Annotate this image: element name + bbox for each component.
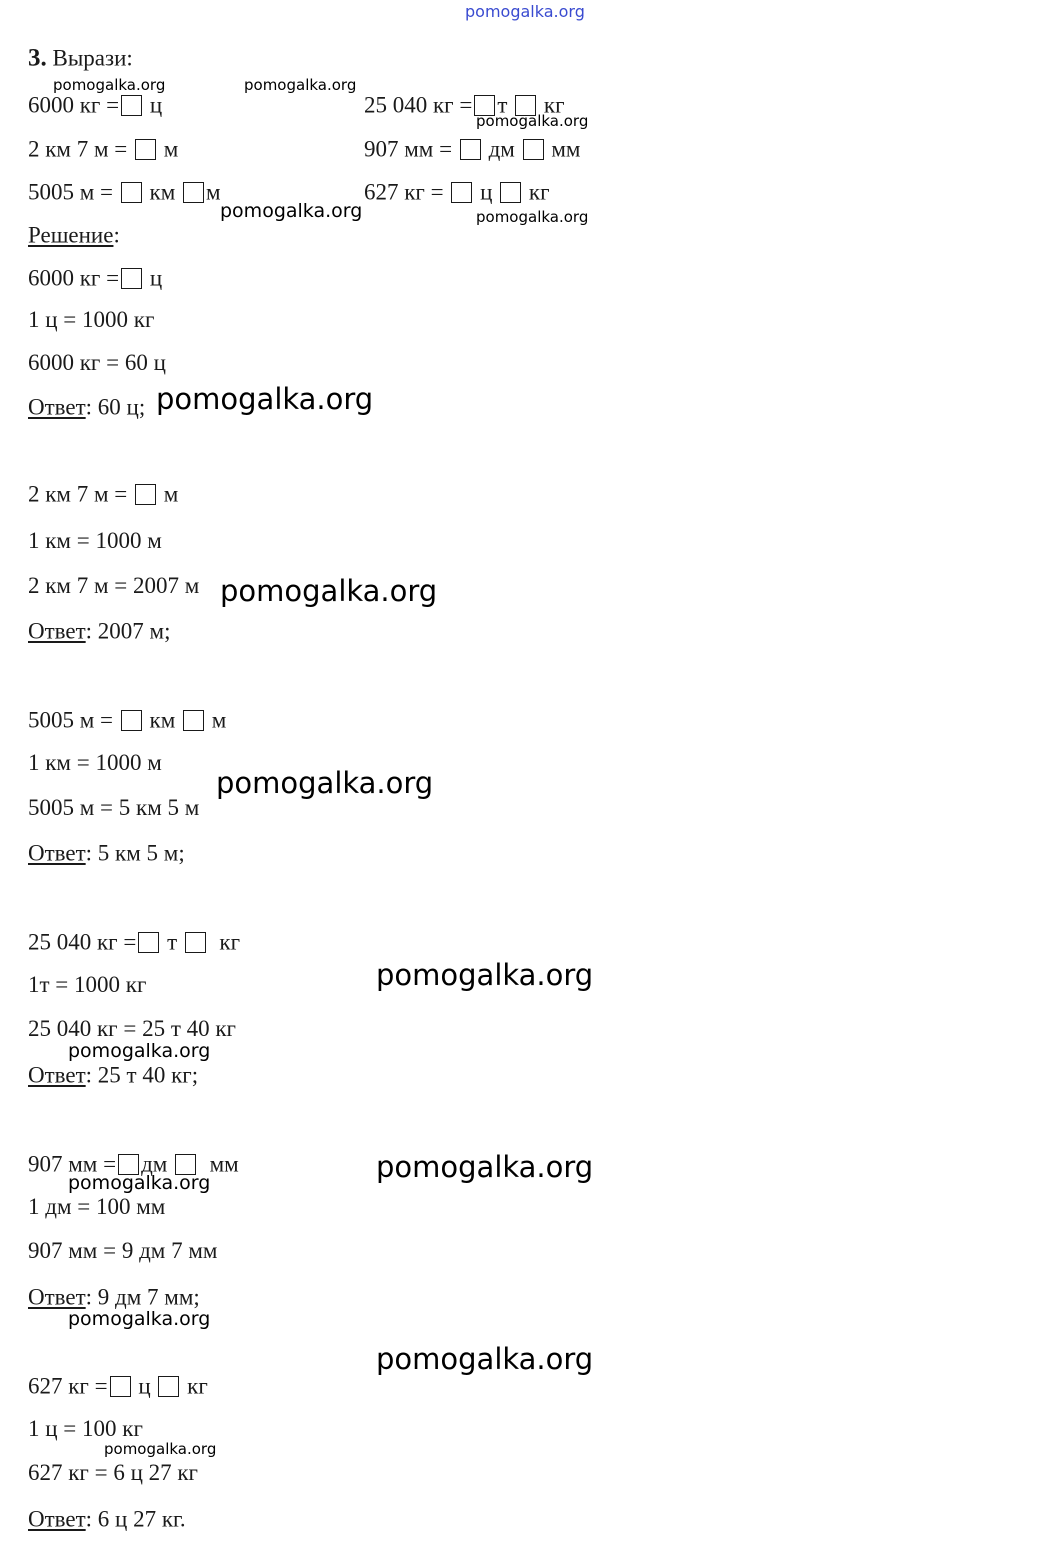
block-4-result: 25 040 кг = 25 т 40 кг bbox=[28, 1016, 236, 1041]
block-5-rule: 1 дм = 100 мм bbox=[28, 1194, 166, 1219]
watermark: pomogalka.org bbox=[68, 1172, 211, 1194]
answer-box bbox=[135, 139, 156, 160]
unit-label: дм bbox=[141, 1151, 168, 1177]
watermark: pomogalka.org bbox=[476, 112, 589, 130]
unit-label: м bbox=[206, 179, 221, 205]
answer-box bbox=[121, 710, 142, 731]
unit-label: ц bbox=[149, 92, 163, 118]
task-907mm bbox=[364, 135, 580, 163]
answer-value: : 6 ц 27 кг. bbox=[85, 1506, 186, 1532]
solution-heading bbox=[28, 221, 120, 249]
exercise-heading bbox=[28, 44, 133, 72]
answer-box bbox=[523, 139, 544, 160]
unit-label: ц bbox=[149, 265, 163, 291]
watermark: pomogalka.org bbox=[220, 200, 363, 222]
unit-label: кг bbox=[528, 179, 550, 205]
unit-label: км bbox=[149, 179, 176, 205]
unit-label: дм bbox=[488, 136, 515, 162]
unit-label: кг bbox=[187, 1373, 208, 1399]
watermark: pomogalka.org bbox=[156, 382, 374, 416]
watermark: pomogalka.org bbox=[376, 1342, 594, 1376]
unit-label: м bbox=[163, 481, 179, 507]
block-2-result: 2 км 7 м = 2007 м bbox=[28, 573, 200, 598]
exercise-title: Вырази: bbox=[52, 45, 133, 71]
answer-box bbox=[121, 95, 142, 116]
block-2-rule: 1 км = 1000 м bbox=[28, 528, 162, 553]
watermark: pomogalka.org bbox=[244, 76, 357, 94]
unit-label: мм bbox=[209, 1151, 239, 1177]
unit-label: м bbox=[211, 707, 227, 733]
answer-box bbox=[183, 710, 204, 731]
answer-label: Ответ bbox=[28, 1062, 86, 1088]
watermark: pomogalka.org bbox=[376, 958, 594, 992]
block-3-answer bbox=[28, 839, 185, 867]
answer-value: : 5 км 5 м; bbox=[85, 840, 185, 866]
block-4-question bbox=[28, 928, 240, 956]
block-2-answer bbox=[28, 617, 171, 645]
answer-label: Ответ bbox=[28, 1506, 86, 1532]
block-2-question bbox=[28, 480, 178, 508]
answer-box bbox=[185, 932, 206, 953]
task-text: 5005 м = bbox=[28, 179, 114, 205]
task-text: 907 мм = bbox=[364, 136, 453, 162]
block-3-question bbox=[28, 706, 226, 734]
block-1-answer bbox=[28, 393, 145, 421]
block-4-answer bbox=[28, 1061, 198, 1089]
task-text: 627 кг = bbox=[28, 1373, 108, 1399]
watermark: pomogalka.org bbox=[376, 1150, 594, 1184]
block-1-rule: 1 ц = 1000 кг bbox=[28, 307, 155, 332]
watermark: pomogalka.org bbox=[220, 574, 438, 608]
block-5-answer bbox=[28, 1283, 200, 1311]
block-6-answer bbox=[28, 1505, 186, 1533]
watermark: pomogalka.org bbox=[68, 1040, 211, 1062]
answer-value: : 60 ц; bbox=[85, 394, 146, 420]
answer-box bbox=[183, 182, 204, 203]
task-627kg bbox=[364, 178, 550, 206]
task-text: 2 км 7 м = bbox=[28, 481, 128, 507]
unit-label: ц bbox=[480, 179, 493, 205]
task-5005m bbox=[28, 178, 221, 206]
block-3-rule: 1 км = 1000 м bbox=[28, 750, 162, 775]
answer-box bbox=[121, 268, 142, 289]
task-text: 2 км 7 м = bbox=[28, 136, 128, 162]
task-2km7m bbox=[28, 135, 178, 163]
watermark: pomogalka.org bbox=[476, 208, 589, 226]
watermark: pomogalka.org bbox=[53, 76, 166, 94]
watermark: pomogalka.org bbox=[104, 1440, 217, 1458]
unit-label: кг bbox=[219, 929, 241, 955]
unit-label: кг bbox=[543, 92, 565, 118]
block-1-question bbox=[28, 264, 162, 292]
answer-box bbox=[138, 932, 159, 953]
unit-label: мм bbox=[551, 136, 581, 162]
task-text: 907 мм = bbox=[28, 1151, 117, 1177]
watermark: pomogalka.org bbox=[68, 1308, 211, 1330]
block-6-question bbox=[28, 1372, 208, 1400]
answer-box bbox=[460, 139, 481, 160]
answer-value: : 25 т 40 кг; bbox=[85, 1062, 199, 1088]
unit-label: ц bbox=[138, 1373, 151, 1399]
block-5-result: 907 мм = 9 дм 7 мм bbox=[28, 1238, 218, 1263]
unit-label: т bbox=[167, 929, 178, 955]
answer-label: Ответ bbox=[28, 394, 86, 420]
exercise-number: 3. bbox=[28, 44, 47, 72]
answer-box bbox=[121, 182, 142, 203]
task-text: 627 кг = bbox=[364, 179, 444, 205]
watermark: pomogalka.org bbox=[216, 766, 434, 800]
block-1-result: 6000 кг = 60 ц bbox=[28, 350, 166, 375]
task-text: 6000 кг = bbox=[28, 92, 120, 118]
task-text: 25 040 кг = bbox=[28, 929, 137, 955]
solution-label: Решение bbox=[28, 222, 114, 248]
watermark: pomogalka.org bbox=[465, 2, 585, 21]
block-6-result: 627 кг = 6 ц 27 кг bbox=[28, 1460, 198, 1485]
block-6-rule: 1 ц = 100 кг bbox=[28, 1416, 143, 1441]
answer-box bbox=[451, 182, 472, 203]
unit-label: км bbox=[149, 707, 176, 733]
solution-colon: : bbox=[113, 222, 120, 248]
answer-value: : 9 дм 7 мм; bbox=[85, 1284, 200, 1310]
unit-label: м bbox=[163, 136, 179, 162]
answer-label: Ответ bbox=[28, 1284, 86, 1310]
task-text: 6000 кг = bbox=[28, 265, 120, 291]
answer-label: Ответ bbox=[28, 618, 86, 644]
answer-value: : 2007 м; bbox=[85, 618, 171, 644]
task-6000kg bbox=[28, 91, 162, 119]
block-3-result: 5005 м = 5 км 5 м bbox=[28, 795, 200, 820]
unit-label: т bbox=[497, 92, 508, 118]
task-text: 25 040 кг = bbox=[364, 92, 473, 118]
answer-box bbox=[135, 484, 156, 505]
task-text: 5005 м = bbox=[28, 707, 114, 733]
answer-box bbox=[110, 1376, 131, 1397]
answer-box bbox=[500, 182, 521, 203]
block-4-rule: 1т = 1000 кг bbox=[28, 972, 147, 997]
answer-box bbox=[158, 1376, 179, 1397]
answer-label: Ответ bbox=[28, 840, 86, 866]
